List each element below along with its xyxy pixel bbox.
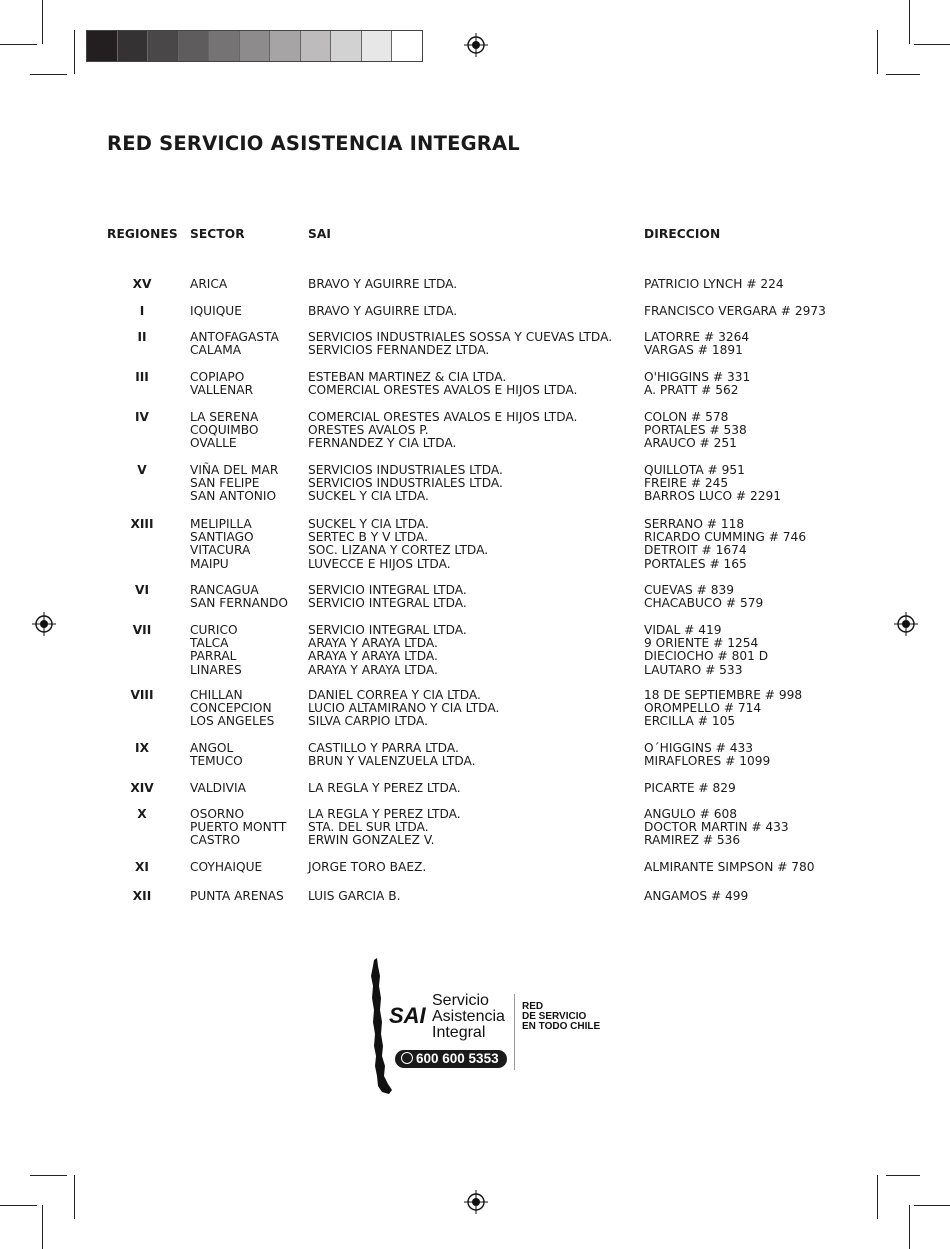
sai-cell	[308, 305, 457, 318]
sai-line: LUCIO ALTAMIRANO Y CIA LTDA.	[308, 701, 500, 716]
crop-mark	[30, 1175, 67, 1176]
sai-line: FERNANDEZ Y CIA LTDA.	[308, 436, 457, 451]
logo-name-line-3: Integral	[432, 1024, 486, 1041]
sector-cell	[190, 584, 288, 610]
color-swatch	[391, 31, 422, 61]
crop-mark	[0, 44, 37, 45]
crop-mark	[909, 1205, 910, 1249]
sai-line: ORESTES AVALOS P.	[308, 423, 429, 438]
sector-line: LINARES	[190, 662, 242, 677]
logo-divider	[514, 994, 515, 1070]
sector-line: CASTRO	[190, 833, 241, 848]
dir-line: ARAUCO # 251	[644, 436, 737, 451]
sai-cell	[308, 624, 467, 677]
sector-line: TALCA	[190, 636, 229, 651]
region-cell: IV	[135, 410, 149, 424]
sector-cell	[190, 464, 278, 504]
dir-cell	[644, 305, 826, 318]
color-swatch	[147, 31, 178, 61]
sector-cell	[190, 861, 262, 874]
crop-mark	[74, 1175, 75, 1219]
region-cell: III	[135, 370, 149, 384]
dir-cell	[644, 411, 747, 451]
crop-mark	[914, 1205, 950, 1206]
dir-cell	[644, 782, 736, 795]
sector-cell	[190, 742, 243, 768]
sai-line: ARAYA Y ARAYA LTDA.	[308, 662, 438, 677]
sector-line: COYHAIQUE	[190, 860, 263, 874]
sector-line: VALLENAR	[190, 383, 254, 398]
dir-line: 18 DE SEPTIEMBRE # 998	[644, 688, 803, 702]
phone-number: 600 600 5353	[416, 1051, 499, 1066]
dir-line: ANGULO # 608	[644, 807, 737, 821]
sai-line: CASTILLO Y PARRA LTDA.	[308, 741, 459, 755]
sai-cell	[308, 742, 476, 768]
dir-line: OROMPELLO # 714	[644, 701, 762, 716]
color-swatch	[208, 31, 239, 61]
dir-cell	[644, 890, 748, 903]
region-cell: VIII	[130, 688, 154, 702]
crop-mark	[886, 74, 920, 75]
color-swatch	[361, 31, 392, 61]
sector-line: CHILLAN	[190, 688, 243, 702]
header-sai: SAI	[308, 227, 332, 241]
crop-mark	[909, 0, 910, 44]
crop-mark	[30, 74, 67, 75]
dir-cell	[644, 464, 781, 504]
dir-line: DETROIT # 1674	[644, 543, 747, 558]
color-swatch	[330, 31, 361, 61]
dir-cell	[644, 518, 806, 571]
registration-mark-icon	[464, 33, 488, 57]
sector-line: SANTIAGO	[190, 530, 254, 545]
crop-mark	[877, 1175, 878, 1219]
sai-line: SOC. LIZANA Y CORTEZ LTDA.	[308, 543, 489, 558]
sai-line: ERWIN GONZALEZ V.	[308, 833, 435, 848]
sector-line: PUNTA ARENAS	[190, 889, 284, 903]
sector-line: ARICA	[190, 277, 228, 291]
dir-cell	[644, 584, 763, 610]
sector-line: RANCAGUA	[190, 583, 259, 597]
sai-line: SERVICIO INTEGRAL LTDA.	[308, 583, 467, 597]
sector-line: LA SERENA	[190, 410, 259, 424]
dir-cell	[644, 371, 750, 397]
region-cell: I	[139, 304, 145, 318]
registration-mark-icon	[894, 612, 918, 636]
sai-line: LA REGLA Y PEREZ LTDA.	[308, 781, 461, 795]
color-swatch	[239, 31, 270, 61]
sai-line: LUIS GARCIA B.	[308, 889, 401, 903]
region-cell: VII	[132, 623, 152, 637]
sai-line: SERVICIO INTEGRAL LTDA.	[308, 623, 467, 637]
dir-line: CHACABUCO # 579	[644, 596, 764, 611]
sector-line: SAN FELIPE	[190, 476, 260, 491]
sai-cell	[308, 861, 426, 874]
registration-mark-icon	[32, 612, 56, 636]
region-cell: XIII	[130, 517, 154, 531]
region-cell: II	[137, 330, 147, 344]
logo-name-line-2: Asistencia	[432, 1008, 505, 1025]
sai-line: SERVICIOS INDUSTRIALES LTDA.	[308, 463, 503, 477]
crop-mark	[914, 44, 950, 45]
sai-line: ESTEBAN MARTINEZ & CIA LTDA.	[308, 370, 507, 384]
sector-line: MELIPILLA	[190, 517, 252, 531]
dir-line: 9 ORIENTE # 1254	[644, 636, 759, 651]
region-cell: XV	[132, 277, 152, 291]
sector-line: VIÑA DEL MAR	[190, 463, 279, 477]
sai-cell	[308, 518, 488, 571]
sector-cell	[190, 624, 242, 677]
sai-line: SERVICIOS FERNANDEZ LTDA.	[308, 343, 490, 358]
sai-line: ARAYA Y ARAYA LTDA.	[308, 649, 438, 664]
sai-line: SERTEC B Y V LTDA.	[308, 530, 429, 545]
sai-line: JORGE TORO BAEZ.	[308, 860, 427, 874]
sector-line: MAIPU	[190, 556, 229, 571]
dir-line: DIECIOCHO # 801 D	[644, 649, 769, 664]
region-cell: XIV	[130, 781, 154, 795]
dir-line: BARROS LUCO # 2291	[644, 489, 782, 504]
sector-line: CALAMA	[190, 343, 242, 358]
dir-line: ALMIRANTE SIMPSON # 780	[644, 860, 815, 874]
dir-line: ERCILLA # 105	[644, 714, 736, 729]
color-swatch	[269, 31, 300, 61]
logo-abbreviation: SAI	[389, 1003, 426, 1028]
sai-cell	[308, 411, 577, 451]
dir-line: LATORRE # 3264	[644, 330, 750, 344]
sai-line: SUCKEL Y CIA LTDA.	[308, 489, 429, 504]
sai-line: COMERCIAL ORESTES AVALOS E HIJOS LTDA.	[308, 383, 578, 398]
sector-cell	[190, 411, 258, 451]
dir-line: LAUTARO # 533	[644, 662, 743, 677]
sai-cell	[308, 278, 457, 291]
sector-cell	[190, 518, 254, 571]
sai-line: BRAVO Y AGUIRRE LTDA.	[308, 277, 458, 291]
sector-line: OVALLE	[190, 436, 237, 451]
sector-line: OSORNO	[190, 807, 245, 821]
sector-line: ANGOL	[190, 741, 234, 755]
dir-line: FRANCISCO VERGARA # 2973	[644, 304, 826, 318]
sai-line: SERVICIOS INDUSTRIALES LTDA.	[308, 476, 503, 491]
header-regiones: REGIONES	[107, 227, 178, 241]
sector-cell	[190, 305, 242, 318]
dir-cell	[644, 808, 789, 848]
crop-mark	[0, 1205, 37, 1206]
sai-line: LUVECCE E HIJOS LTDA.	[308, 556, 451, 571]
logo-tagline-3: EN TODO CHILE	[522, 1021, 601, 1032]
logo-tagline-1: RED	[522, 1001, 544, 1012]
sector-line: CURICO	[190, 623, 238, 637]
dir-cell	[644, 861, 815, 874]
region-cell: X	[137, 807, 147, 821]
sai-cell	[308, 782, 461, 795]
sai-line: COMERCIAL ORESTES AVALOS E HIJOS LTDA.	[308, 410, 578, 424]
dir-line: O´HIGGINS # 433	[644, 741, 754, 755]
sector-line: LOS ANGELES	[190, 714, 275, 729]
region-cell: VI	[135, 583, 149, 597]
sai-cell	[308, 689, 499, 729]
sai-cell	[308, 331, 612, 357]
dir-cell	[644, 331, 749, 357]
sector-cell	[190, 890, 284, 903]
crop-mark	[42, 1205, 43, 1249]
sai-cell	[308, 808, 461, 848]
crop-mark	[877, 30, 878, 74]
page-title: RED SERVICIO ASISTENCIA INTEGRAL	[107, 132, 520, 155]
header-direccion: DIRECCION	[644, 227, 721, 241]
sector-cell	[190, 782, 246, 795]
color-swatch	[300, 31, 331, 61]
sai-line: SERVICIO INTEGRAL LTDA.	[308, 596, 467, 611]
sai-line: STA. DEL SUR LTDA.	[308, 820, 429, 835]
dir-line: O'HIGGINS # 331	[644, 370, 751, 384]
dir-line: VIDAL # 419	[644, 623, 722, 637]
crop-mark	[42, 0, 43, 44]
dir-cell	[644, 689, 802, 729]
sector-cell	[190, 331, 279, 357]
sai-line: SILVA CARPIO LTDA.	[308, 714, 428, 729]
dir-line: PORTALES # 538	[644, 423, 747, 438]
sector-cell	[190, 371, 253, 397]
region-cell: V	[137, 463, 147, 477]
sector-cell	[190, 278, 227, 291]
dir-line: RAMIREZ # 536	[644, 833, 741, 848]
color-swatch	[87, 31, 117, 61]
color-calibration-bar	[86, 30, 423, 62]
dir-cell	[644, 278, 784, 291]
sai-cell	[308, 464, 503, 504]
sai-line: BRAVO Y AGUIRRE LTDA.	[308, 304, 458, 318]
color-swatch	[178, 31, 209, 61]
sector-line: COPIAPO	[190, 370, 245, 384]
registration-mark-icon	[464, 1190, 488, 1214]
sector-line: IQUIQUE	[190, 304, 242, 318]
dir-line: ANGAMOS # 499	[644, 889, 749, 903]
dir-line: PICARTE # 829	[644, 781, 736, 795]
dir-line: PATRICIO LYNCH # 224	[644, 277, 784, 291]
dir-cell	[644, 624, 768, 677]
dir-line: SERRANO # 118	[644, 517, 745, 531]
sector-line: VALDIVIA	[190, 781, 246, 795]
sai-line: BRUN Y VALENZUELA LTDA.	[308, 754, 476, 769]
dir-line: CUEVAS # 839	[644, 583, 734, 597]
sai-line: DANIEL CORREA Y CIA LTDA.	[308, 688, 481, 702]
logo-tagline-2: DE SERVICIO	[522, 1011, 587, 1022]
logo-name-line-1: Servicio	[432, 992, 489, 1009]
dir-line: COLON # 578	[644, 410, 729, 424]
sai-line: ARAYA Y ARAYA LTDA.	[308, 636, 438, 651]
sai-cell	[308, 890, 401, 903]
dir-line: A. PRATT # 562	[644, 383, 739, 398]
sai-line: SUCKEL Y CIA LTDA.	[308, 517, 429, 531]
dir-line: QUILLOTA # 951	[644, 463, 745, 477]
region-cell: XII	[132, 889, 152, 903]
dir-line: VARGAS # 1891	[644, 343, 743, 358]
sector-line: VITACURA	[190, 543, 251, 558]
crop-mark	[886, 1175, 920, 1176]
dir-line: FREIRE # 245	[644, 476, 729, 491]
sector-line: COQUIMBO	[190, 423, 259, 438]
sector-line: CONCEPCION	[190, 701, 272, 716]
sector-line: PARRAL	[190, 649, 237, 664]
sai-cell	[308, 371, 577, 397]
region-cell: XI	[135, 860, 149, 874]
crop-mark	[74, 30, 75, 74]
sai-line: LA REGLA Y PEREZ LTDA.	[308, 807, 461, 821]
sector-cell	[190, 808, 286, 848]
phone-icon	[401, 1052, 413, 1064]
sector-cell	[190, 689, 274, 729]
dir-line: MIRAFLORES # 1099	[644, 754, 771, 769]
header-sector: SECTOR	[190, 227, 245, 241]
sai-cell	[308, 584, 467, 610]
sector-line: SAN FERNANDO	[190, 596, 289, 611]
region-cell: IX	[135, 741, 149, 755]
dir-cell	[644, 742, 770, 768]
color-swatch	[117, 31, 148, 61]
dir-line: RICARDO CUMMING # 746	[644, 530, 807, 545]
sai-line: SERVICIOS INDUSTRIALES SOSSA Y CUEVAS LTDA.	[308, 330, 613, 344]
dir-line: DOCTOR MARTIN # 433	[644, 820, 789, 835]
dir-line: PORTALES # 165	[644, 556, 747, 571]
sector-line: SAN ANTONIO	[190, 489, 277, 504]
sector-line: ANTOFAGASTA	[190, 330, 279, 344]
sector-line: TEMUCO	[190, 754, 243, 769]
sector-line: PUERTO MONTT	[190, 820, 287, 835]
phone-badge[interactable]	[395, 1050, 507, 1068]
